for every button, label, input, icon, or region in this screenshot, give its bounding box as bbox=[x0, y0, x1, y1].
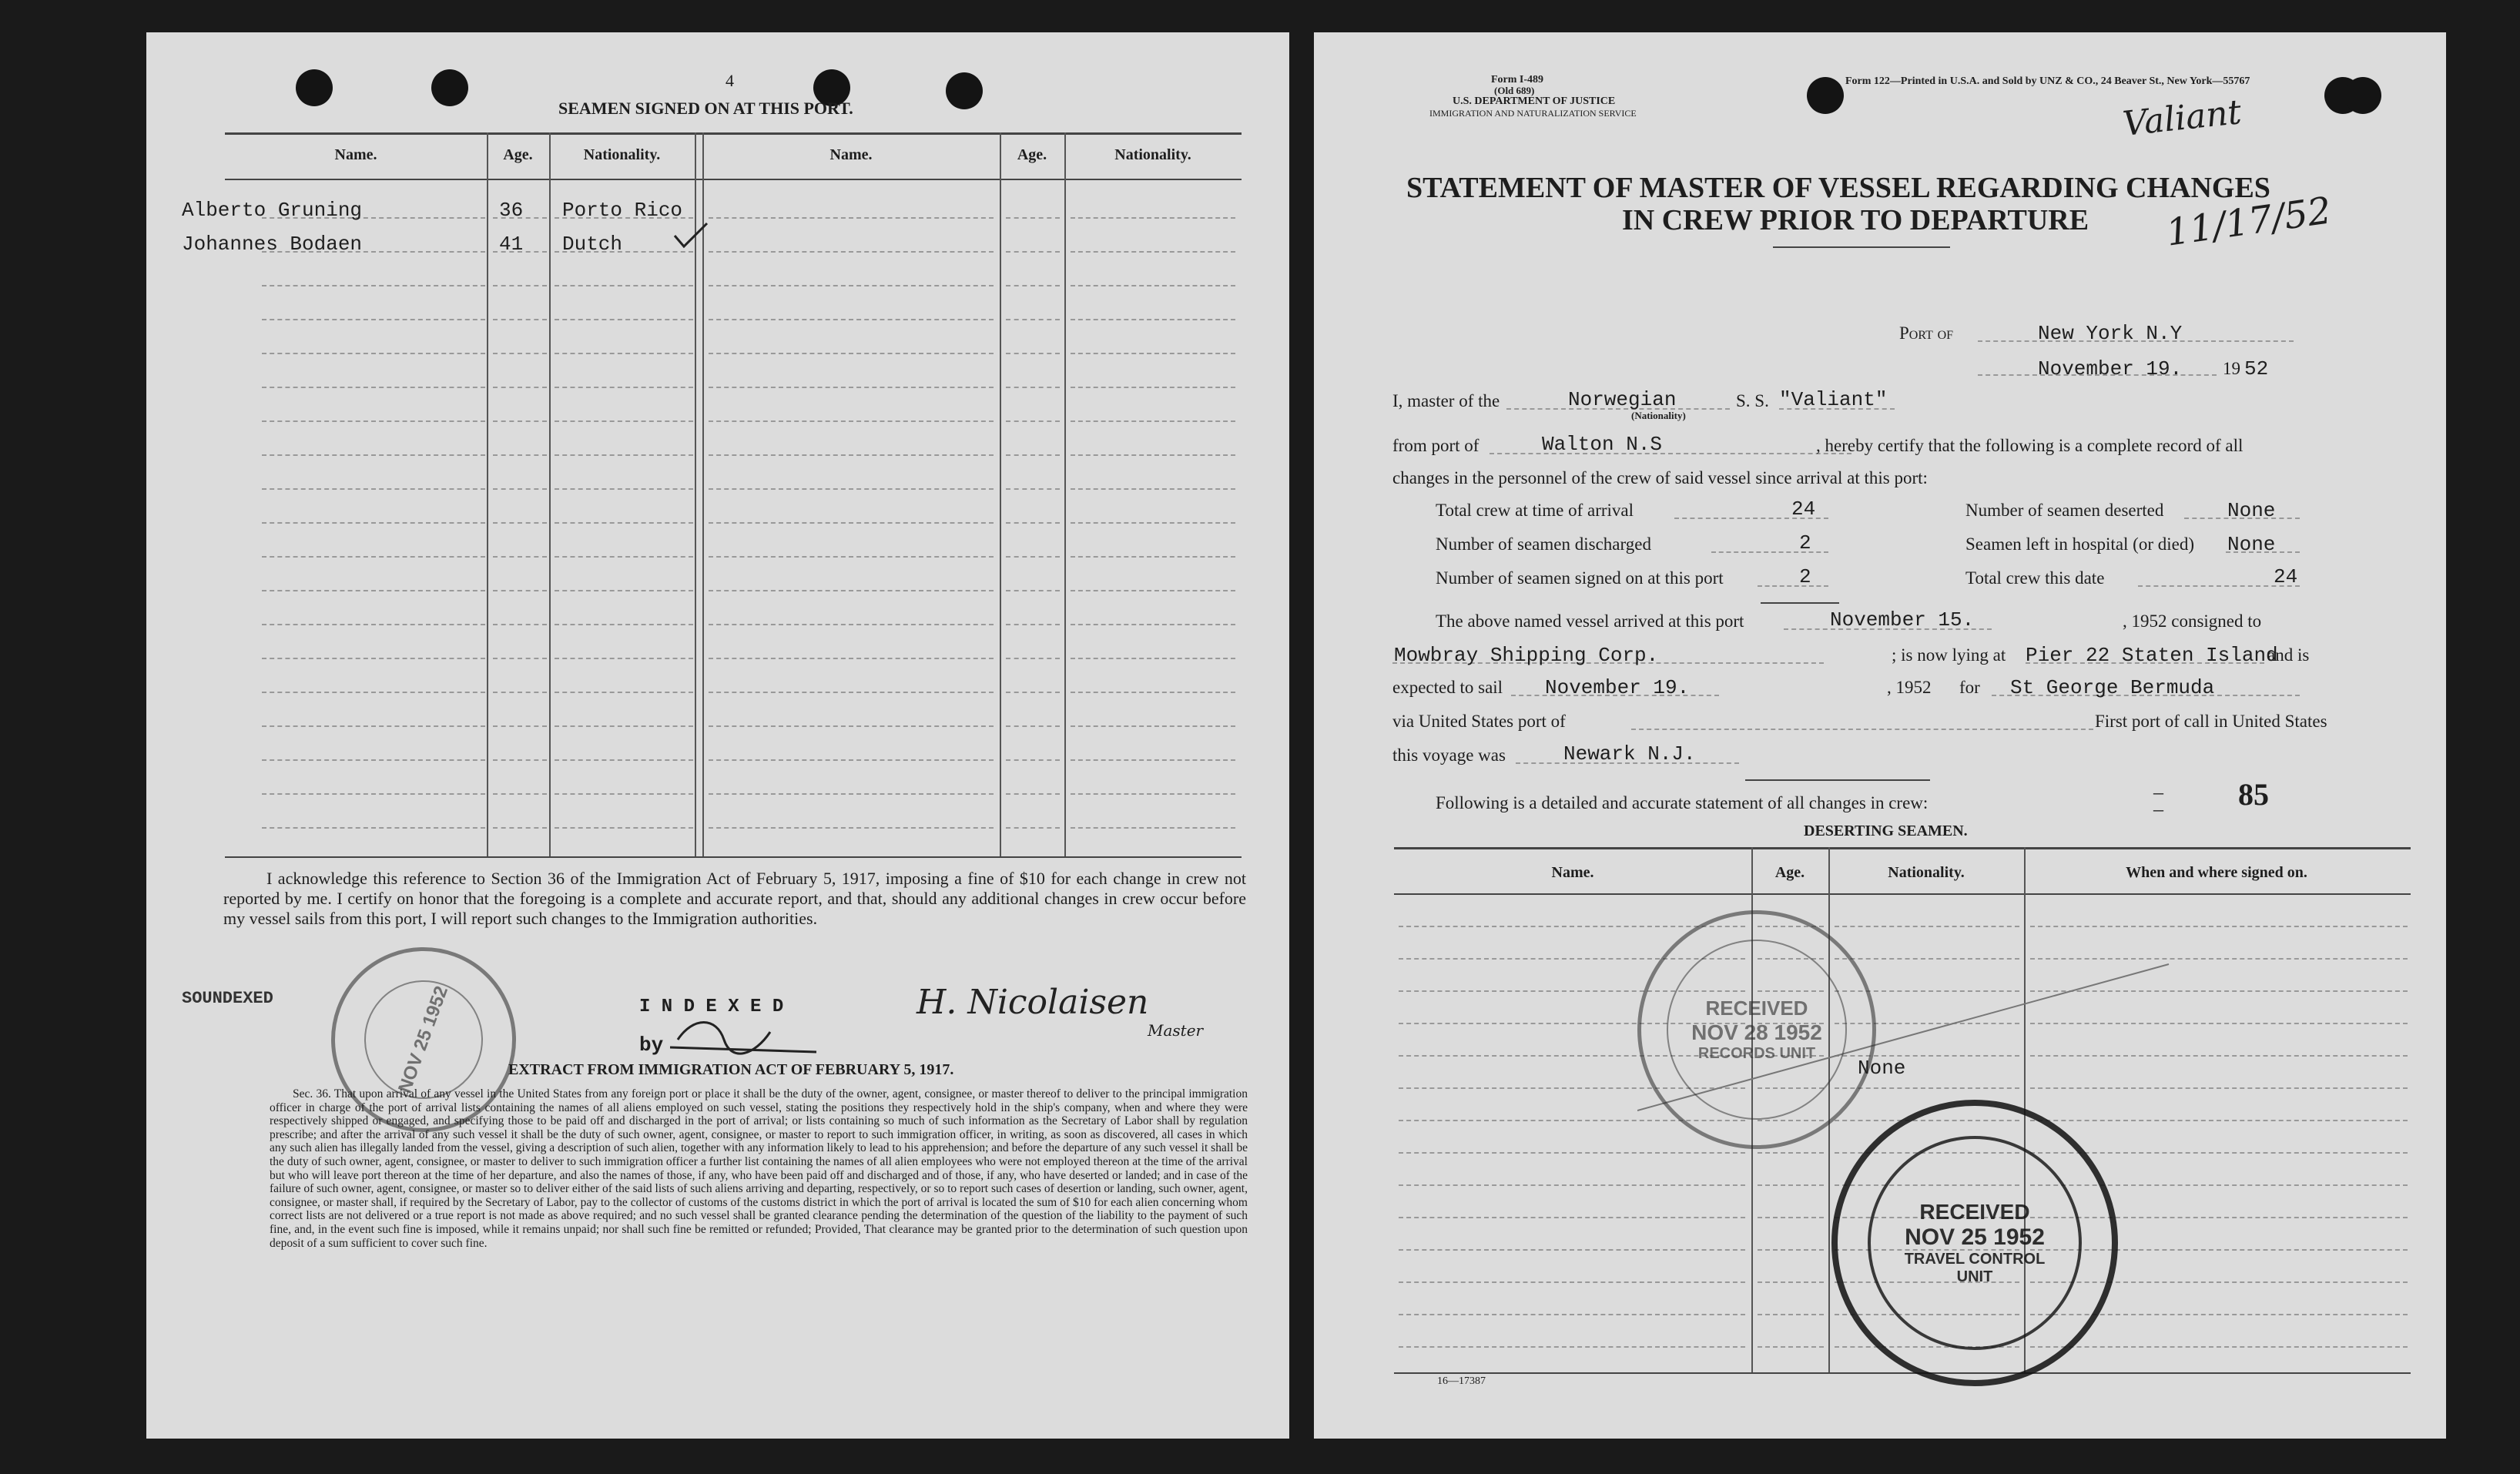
ruled-line bbox=[1071, 420, 1235, 422]
ruled-line bbox=[555, 793, 693, 795]
for-label: for bbox=[1959, 678, 1980, 697]
ruled-line bbox=[1399, 1346, 1745, 1348]
deserting-title: DESERTING SEAMEN. bbox=[1804, 822, 1968, 839]
ruled-line bbox=[1006, 624, 1060, 625]
ruled-line bbox=[1006, 725, 1060, 727]
des-col-name: Name. bbox=[1551, 864, 1594, 881]
signed-on-label: Number of seamen signed on at this port bbox=[1436, 568, 1724, 588]
ruled-line bbox=[1006, 454, 1060, 456]
total-crew-date-value: 24 bbox=[2274, 565, 2298, 588]
ruled-line bbox=[555, 759, 693, 761]
ruled-line bbox=[262, 488, 485, 490]
ruled-line bbox=[1071, 624, 1235, 625]
extract-text: Sec. 36. That upon arrival of any vessel in the United States from any foreign port or place it shall be the duty of the owner, agent, consignee, or master thereof to deliver to the principal immigration officer in charge of the port of arrival lists containing the names of all aliens employed on such vessel, stating the positions they respectively hold in the ship's company, when and where they were respectively shipped or engaged, and specifying those to be paid off and discharged in the port of arrival; or lists containing so much of such information as the Secretary of Labor shall by regulation prescribe; and after the arrival of any such vessel it shall be the duty of such owner, agent, consignee, or master to report to such immigration officer, in writing, as soon as discovered, all cases in which any such alien has illegally landed from the vessel, giving a description of such alien, together with any information likely to lead to his apprehension; and before the departure of any such vessel it shall be the duty of such owner, agent, consignee, or master to deliver to such immigration officer a further list containing the names of all alien employees who were not employed thereon at the time of the arrival but who will leave port thereon at the time of her departure, and also the names of those, if any, who have been paid off and discharged and of those, if any, who have deserted or landed; and in case of the failure of such owner, agent, consignee, or master so to deliver either of the said lists of such aliens arriving and departing, respectively, or so to report such cases of desertion or landing, such owner, agent, consignee, or master shall, if required by the Secretary of Labor, pay to the collector of customs of the customs district in which the port of arrival is located the sum of $10 for each alien concerning whom correct lists are not delivered or a true report is not made as above required; and no such vessel shall be granted clearance pending the determination of the question of the liability to the payment of such fine, and, in the event such fine is imposed, while it remains unpaid; nor shall such fine be remitted or refunded; Provided, That clearance may be granted prior to the determination of such question upon deposit of a sum sufficient to cover such fine. bbox=[270, 1087, 1248, 1250]
ruled-line bbox=[555, 658, 693, 659]
ruled-line bbox=[1006, 692, 1060, 693]
ruled-line bbox=[1835, 926, 2019, 927]
indexer-initials-signature bbox=[670, 1017, 824, 1063]
ruled-line bbox=[2030, 926, 2408, 927]
ruled-line bbox=[555, 590, 693, 591]
left-page bbox=[146, 32, 1289, 1439]
ruled-line bbox=[1071, 387, 1235, 388]
discharged-value: 2 bbox=[1799, 531, 1811, 554]
ruled-line bbox=[709, 759, 994, 761]
deserting-table-header-rule bbox=[1394, 893, 2411, 895]
ruled-line bbox=[1399, 1152, 1745, 1154]
ruled-line bbox=[262, 793, 485, 795]
form-old-number: (Old 689) bbox=[1494, 85, 1535, 96]
ruled-line bbox=[1006, 251, 1060, 253]
deserting-entry: None bbox=[1858, 1057, 1906, 1080]
separator-rule bbox=[1745, 779, 1930, 781]
year-prefix: 19 bbox=[2223, 359, 2240, 378]
ruled-line bbox=[1758, 1184, 1824, 1186]
indexed-by: by bbox=[639, 1033, 664, 1057]
ruled-line bbox=[1071, 827, 1235, 829]
ruled-line bbox=[1071, 319, 1235, 320]
consignee-value: Mowbray Shipping Corp. bbox=[1394, 644, 1659, 667]
ruled-line bbox=[493, 420, 547, 422]
master-signature: H. Nicolaisen bbox=[917, 983, 1149, 1022]
ruled-line bbox=[1758, 1249, 1824, 1251]
ruled-line bbox=[262, 285, 485, 286]
ruled-line bbox=[709, 522, 994, 524]
title-underline bbox=[1773, 246, 1950, 248]
ruled-line bbox=[1006, 420, 1060, 422]
ruled-line bbox=[493, 692, 547, 693]
ruled-line bbox=[262, 556, 485, 558]
stat-sum-rule bbox=[1761, 602, 1839, 604]
col-header-name: Name. bbox=[334, 146, 377, 163]
ruled-line bbox=[1071, 522, 1235, 524]
ship-name: "Valiant" bbox=[1779, 388, 1888, 411]
ruled-line bbox=[1071, 353, 1235, 354]
ruled-line bbox=[709, 590, 994, 591]
page-number: 4 bbox=[726, 71, 734, 90]
received-stamp-records-unit: RECEIVED NOV 28 1952 RECORDS UNIT bbox=[1637, 910, 1876, 1149]
punch-hole bbox=[296, 69, 333, 106]
table-top-rule bbox=[225, 132, 1242, 135]
ruled-line bbox=[1006, 658, 1060, 659]
ruled-line bbox=[1399, 1249, 1745, 1251]
printer-line: Form 122—Printed in U.S.A. and Sold by UNZ & CO., 24 Beaver St., New York—55767 bbox=[1845, 75, 2250, 87]
ruled-line bbox=[2030, 1120, 2408, 1121]
ruled-line bbox=[1399, 926, 1745, 927]
ruled-line bbox=[262, 725, 485, 727]
col-header-age: Age. bbox=[503, 146, 533, 163]
ruled-line bbox=[1758, 1152, 1824, 1154]
ruled-line bbox=[1006, 319, 1060, 320]
ruled-line bbox=[493, 522, 547, 524]
ruled-line bbox=[2030, 1346, 2408, 1348]
ruled-line bbox=[493, 658, 547, 659]
ruled-line bbox=[1071, 251, 1235, 253]
ruled-line bbox=[262, 590, 485, 591]
ruled-line bbox=[1071, 658, 1235, 659]
ruled-line bbox=[1758, 1281, 1824, 1283]
ruled-line bbox=[555, 454, 693, 456]
year-value: 52 bbox=[2244, 357, 2269, 380]
form-title-line1: STATEMENT OF MASTER OF VESSEL REGARDING CHANGES bbox=[1406, 172, 2270, 204]
ruled-line bbox=[555, 387, 693, 388]
ruled-line bbox=[555, 624, 693, 625]
col-header-nationality: Nationality. bbox=[583, 146, 661, 163]
ruled-line bbox=[555, 725, 693, 727]
ruled-line bbox=[1399, 1217, 1745, 1218]
ruled-line bbox=[1399, 1281, 1745, 1283]
ruled-line bbox=[262, 522, 485, 524]
from-port-value: Walton N.S bbox=[1542, 433, 1663, 456]
this-voyage-label: this voyage was bbox=[1392, 745, 1506, 765]
ruled-line bbox=[493, 725, 547, 727]
ruled-line bbox=[555, 522, 693, 524]
ruled-line bbox=[555, 827, 693, 829]
ruled-line bbox=[709, 827, 994, 829]
lying-value: Pier 22 Staten Island bbox=[2026, 644, 2278, 667]
ruled-line bbox=[709, 658, 994, 659]
ruled-line bbox=[1006, 590, 1060, 591]
right-page: Form I-489 (Old 689) U.S. DEPARTMENT OF JUSTICE IMMIGRATION AND NATURALIZATION SERVICE Form 122—Printed in U.S.A. and Sold by UNZ & CO., 24 Beaver St., New York—55767 Valiant 11/17/52 STATEMENT OF MASTER OF VESSEL REGARDING CHANGES IN CREW PRIOR TO DEPARTURE Port of New York N.Y November 19. 19 52 I, master of the Norwegian (Nationality) S. S. "Valiant" from port of Walton N.S , hereby certify that the following is a complete record of all changes in the personnel of the crew of said vessel since arrival at this port: Total crew at time of arrival 24 Number of seamen discharged 2 Number of seamen signed on at this port 2 Number of seamen deserted None Seamen left in hospital (or died) None Total crew this date 24 The above named vessel arrived at this port November 15. , 1952 consigned to Mowbray Shipping Corp. ; is now lying at Pier 22 Staten Island and is expected to sail November 19. , 1952 for St George Bermuda via United States port of First port of call in United States this voyage was Newark N.J. Following is a detailed and accurate statement of all changes in crew: – – 85 DESERTING SEAMEN. Name. Age. Nationality. When and where signed on. None RECEIVED NOV 28 1952 RECORDS UNIT RECEIVED NOV 25 1952 TRAVEL CONTROL UNIT 16—17387 bbox=[1314, 32, 2446, 1439]
expected-label: expected to sail bbox=[1392, 678, 1503, 697]
ruled-line bbox=[1071, 725, 1235, 727]
ruled-line bbox=[555, 556, 693, 558]
punch-hole bbox=[1807, 77, 1844, 114]
ruled-line bbox=[709, 793, 994, 795]
from-port-label: from port of bbox=[1392, 436, 1479, 455]
deserting-table-top bbox=[1394, 847, 2411, 849]
ruled-line bbox=[493, 590, 547, 591]
master-label: Master bbox=[1148, 1021, 1204, 1040]
ruled-line bbox=[1071, 217, 1235, 219]
arrived-label: The above named vessel arrived at this port bbox=[1436, 611, 1744, 631]
column-divider bbox=[1000, 132, 1001, 856]
punch-hole bbox=[2344, 77, 2381, 114]
ruled-line bbox=[1071, 285, 1235, 286]
signed-on-value: 2 bbox=[1799, 565, 1811, 588]
nationality-value: Norwegian bbox=[1568, 388, 1677, 411]
ruled-line bbox=[709, 353, 994, 354]
ruled-line bbox=[1006, 285, 1060, 286]
first-port-label: First port of call in United States bbox=[2095, 712, 2327, 731]
ruled-line bbox=[1071, 590, 1235, 591]
column-divider bbox=[1064, 132, 1066, 856]
ruled-line bbox=[493, 319, 547, 320]
table-header-rule bbox=[225, 179, 1242, 180]
ruled-line bbox=[1071, 692, 1235, 693]
ruled-line bbox=[262, 759, 485, 761]
ruled-line bbox=[709, 251, 994, 253]
ruled-line bbox=[709, 488, 994, 490]
column-divider bbox=[549, 132, 551, 856]
table-row-age: 36 bbox=[499, 199, 524, 222]
ruled-line bbox=[493, 759, 547, 761]
ruled-line bbox=[1006, 522, 1060, 524]
acknowledgement-text: I acknowledge this reference to Section 36 of the Immigration Act of February 5, 1917, imposing a fine of $10 for each change in crew not reported by me. I certify on honor that the foregoing is a complete and accurate report, and that, should any additional changes in crew occur before my vessel sails from this port, I will report such changes to the Immigration authorities. bbox=[223, 869, 1246, 928]
des-col-age: Age. bbox=[1774, 864, 1805, 881]
ruled-line bbox=[493, 353, 547, 354]
margin-number: 85 bbox=[2238, 777, 2269, 812]
deserted-label: Number of seamen deserted bbox=[1965, 501, 2164, 520]
ruled-line bbox=[493, 488, 547, 490]
ruled-line bbox=[1399, 1184, 1745, 1186]
ss-label: S. S. bbox=[1736, 391, 1769, 410]
table-bottom-rule bbox=[225, 856, 1242, 858]
ruled-line bbox=[262, 692, 485, 693]
ruled-line bbox=[493, 285, 547, 286]
indexed-stamp: I N D E X E D bbox=[639, 997, 784, 1017]
ruled-line bbox=[493, 793, 547, 795]
hospital-label: Seamen left in hospital (or died) bbox=[1965, 534, 2195, 554]
ruled-line bbox=[709, 725, 994, 727]
ruled-line bbox=[262, 454, 485, 456]
punch-hole bbox=[946, 72, 983, 109]
ruled-line bbox=[709, 420, 994, 422]
sail-year: , 1952 bbox=[1887, 678, 1932, 697]
deserting-table-bottom bbox=[1394, 1372, 2411, 1374]
extract-title: EXTRACT FROM IMMIGRATION ACT OF FEBRUARY 5, 1917. bbox=[508, 1061, 954, 1078]
ruled-line bbox=[1006, 556, 1060, 558]
des-col-when-where: When and where signed on. bbox=[2126, 864, 2307, 881]
ruled-line bbox=[1758, 1346, 1824, 1348]
hospital-value: None bbox=[2227, 533, 2276, 556]
form-title-line2: IN CREW PRIOR TO DEPARTURE bbox=[1622, 204, 2089, 236]
col-header-name-2: Name. bbox=[829, 146, 873, 163]
ruled-line bbox=[1006, 387, 1060, 388]
ruled-line bbox=[262, 420, 485, 422]
ruled-line bbox=[493, 556, 547, 558]
ruled-line bbox=[493, 454, 547, 456]
ruled-line bbox=[493, 827, 547, 829]
ruled-line bbox=[709, 285, 994, 286]
via-label: via United States port of bbox=[1392, 712, 1566, 731]
ruled-line bbox=[555, 319, 693, 320]
ruled-line bbox=[262, 353, 485, 354]
ruled-line bbox=[1758, 1314, 1824, 1315]
via-line bbox=[1631, 729, 2093, 730]
deserted-value: None bbox=[2227, 499, 2276, 522]
ruled-line bbox=[709, 624, 994, 625]
ruled-line bbox=[555, 488, 693, 490]
arrived-value: November 15. bbox=[1830, 608, 1975, 631]
ruled-line bbox=[262, 319, 485, 320]
punch-hole bbox=[431, 69, 468, 106]
expected-value: November 19. bbox=[1545, 676, 1690, 699]
ruled-line bbox=[709, 387, 994, 388]
soundexed-stamp: SOUNDEXED bbox=[182, 989, 273, 1008]
ruled-line bbox=[709, 217, 994, 219]
col-header-age-2: Age. bbox=[1017, 146, 1047, 163]
check-mark-icon bbox=[672, 220, 710, 251]
ruled-line bbox=[555, 353, 693, 354]
and-is-label: and is bbox=[2267, 645, 2310, 665]
ruled-line bbox=[709, 556, 994, 558]
nationality-caption: (Nationality) bbox=[1631, 410, 1686, 421]
col-header-nationality-2: Nationality. bbox=[1114, 146, 1191, 163]
certify-text: , hereby certify that the following is a complete record of all bbox=[1816, 436, 2244, 455]
date-value: November 19. bbox=[2038, 357, 2183, 380]
des-col-nationality: Nationality. bbox=[1888, 864, 1965, 881]
this-voyage-value: Newark N.J. bbox=[1563, 742, 1696, 765]
destination-value: St George Bermuda bbox=[2010, 676, 2215, 699]
stat-line bbox=[1758, 585, 1828, 587]
ruled-line bbox=[1071, 488, 1235, 490]
handwritten-date: 11/17/52 bbox=[2163, 189, 2334, 255]
ruled-line bbox=[709, 454, 994, 456]
total-crew-arrival-value: 24 bbox=[1791, 497, 1816, 521]
table-row-nationality: Porto Rico bbox=[562, 199, 683, 222]
consigned-label: , 1952 consigned to bbox=[2123, 611, 2262, 631]
ruled-line bbox=[1758, 1217, 1824, 1218]
ruled-line bbox=[1399, 1314, 1745, 1315]
department: U.S. DEPARTMENT OF JUSTICE bbox=[1453, 95, 1616, 107]
port-label: Port of bbox=[1899, 323, 1954, 343]
ruled-line bbox=[262, 387, 485, 388]
port-value: New York N.Y bbox=[2038, 322, 2183, 345]
footer-code: 16—17387 bbox=[1437, 1375, 1486, 1387]
total-crew-date-label: Total crew this date bbox=[1965, 568, 2105, 588]
service: IMMIGRATION AND NATURALIZATION SERVICE bbox=[1429, 108, 1637, 119]
form-number: Form I-489 bbox=[1491, 74, 1544, 85]
ruled-line bbox=[1071, 793, 1235, 795]
ruled-line bbox=[1006, 793, 1060, 795]
ruled-line bbox=[1006, 488, 1060, 490]
certify-text-2: changes in the personnel of the crew of said vessel since arrival at this port: bbox=[1392, 468, 1928, 487]
ruled-line bbox=[1071, 759, 1235, 761]
ruled-line bbox=[1071, 454, 1235, 456]
master-of-label: I, master of the bbox=[1392, 391, 1500, 410]
ruled-line bbox=[1006, 827, 1060, 829]
table-row-name: Alberto Gruning bbox=[182, 199, 363, 222]
ruled-line bbox=[709, 319, 994, 320]
discharged-label: Number of seamen discharged bbox=[1436, 534, 1651, 554]
column-divider bbox=[487, 132, 488, 856]
table-row-nationality: Dutch bbox=[562, 233, 623, 256]
ruled-line bbox=[709, 692, 994, 693]
left-received-stamp: NOV 25 1952 bbox=[305, 921, 542, 1158]
received-stamp-travel-control: RECEIVED NOV 25 1952 TRAVEL CONTROL UNIT bbox=[1831, 1100, 2118, 1386]
ruled-line bbox=[493, 387, 547, 388]
ruled-line bbox=[493, 624, 547, 625]
ruled-line bbox=[1006, 217, 1060, 219]
ruled-line bbox=[1006, 353, 1060, 354]
lying-label: ; is now lying at bbox=[1892, 645, 2006, 665]
total-crew-arrival-label: Total crew at time of arrival bbox=[1436, 501, 1634, 520]
ruled-line bbox=[262, 658, 485, 659]
ruled-line bbox=[262, 624, 485, 625]
ruled-line bbox=[555, 285, 693, 286]
handwritten-ship-name: Valiant bbox=[2120, 92, 2244, 144]
following-label: Following is a detailed and accurate statement of all changes in crew: bbox=[1436, 793, 1929, 812]
section-title: SEAMEN SIGNED ON AT THIS PORT. bbox=[558, 99, 853, 118]
ruled-line bbox=[555, 420, 693, 422]
table-row-name: Johannes Bodaen bbox=[182, 233, 363, 256]
ruled-line bbox=[1006, 759, 1060, 761]
ruled-line bbox=[1071, 556, 1235, 558]
table-row-age: 41 bbox=[499, 233, 524, 256]
ruled-line bbox=[555, 692, 693, 693]
ruled-line bbox=[262, 827, 485, 829]
